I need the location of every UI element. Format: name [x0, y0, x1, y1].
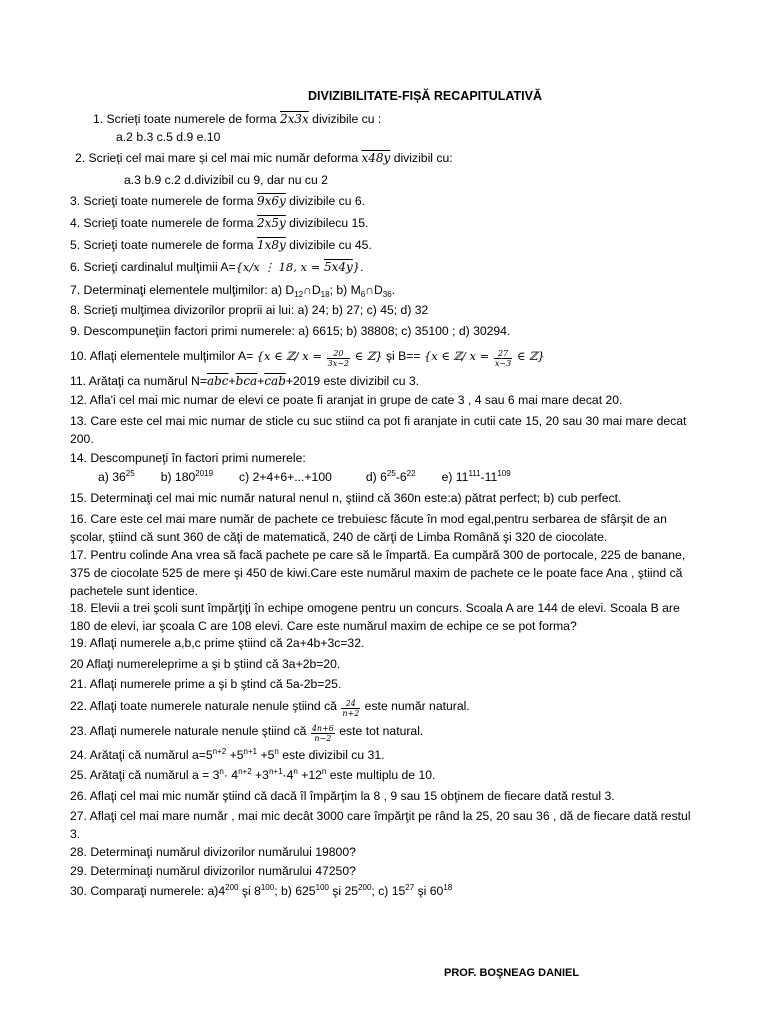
- problem-12: 12. Afla'i cel mai mic numar de elevi ce poate fi aranjat in grupe de cate 3 , 4 sau 6 mai mare decat 20.: [70, 393, 623, 407]
- problem-28: 28. Determinaţi numărul divizorilor numărului 19800?: [70, 845, 356, 859]
- problem-25: 25. Arătaţi că numărul $a = 3^n\cdot 4^{n+2} +3^{n+1}\cdot 4^n +12^n$ este multiplu de 10.: [70, 767, 436, 782]
- problem-30: 30. Comparaţi numerele: $a)4^{200}$ şi $8^{100}$; b) $625^{100}$ şi $25^{200}$; c) $15^{27}$ şi $60^{18}$: [70, 883, 453, 898]
- problem-7: 7. Determinaţi elementele mulţimilor: a) $D_{12}\cap D_{18}$; b) $M_6\cap D_{36}$.: [70, 283, 396, 299]
- problem-17: 17. Pentru colinde Ana vrea să facă pachete pe care să le împartă. Ea cumpără 300 de portocale, 225 de banane, 375 de ciocolate 525 de mere şi 450 de kiwi.Care este numărul maxim de pachete ce le poate face Ana , ştiind că pachetele sunt identice.: [70, 548, 686, 598]
- problem-18: 18. Elevii a trei şcoli sunt împărţiţi în echipe omogene pentru un concurs. Scoala A are 144 de elevi. Scoala B are 180 de elevi, iar şcoala C are 108 elevi. Care este numărul maxim de echipe ce se pot forma?: [70, 601, 680, 633]
- fraction: $\frac{20}{3x-2}$: [327, 349, 350, 368]
- problem-3: 3. Scrieţi toate numerele de forma 9x6y divizibile cu 6.: [70, 194, 366, 208]
- problem-5: 5. Scrieţi toate numerele de forma 1x8y divizibile cu 45.: [70, 238, 372, 252]
- problem-8: 8. Scrieţi mulţimea divizorilor proprii ai lui: a) 24; b) 27; c) 45; d) 32: [70, 303, 429, 317]
- problem-1-options: a.2 b.3 c.5 d.9 e.10: [116, 130, 221, 144]
- problem-10: 10. Aflaţi elementele mulţimilor A= {x ∈ ℤ/ x = $\frac{20}{3x-2}$ ∈ ℤ} şi B== {x ∈ ℤ/ x = $\frac{27}{x-3}$ ∈ ℤ}: [70, 349, 545, 368]
- problem-19: 19. Aflaţi numerele a,b,c prime ştiind că 2a+4b+3c=32.: [70, 636, 365, 650]
- fraction: $\frac{24}{n+2}$: [342, 699, 360, 718]
- problem-6: 6. Scrieţi cardinalul mulţimii A={x/x ⋮ 18, x = 5x4y}.: [70, 260, 364, 274]
- problem-11: 11. Arătaţi ca numărul $N=\overline{abc}+\overline{bca}+\overline{cab}+2019$ este divizibil cu 3.: [70, 374, 420, 388]
- problem-13: 13. Care este cel mai mic numar de sticle cu suc stiind ca pot fi aranjate in cutii cate 15, 20 sau 30 mai mare decat 200.: [70, 414, 687, 446]
- page-title: DIVIZIBILITATE-FIȘĂ RECAPITULATIVĂ: [307, 89, 542, 103]
- problem-15: 15. Determinaţi cel mai mic număr natural nenul n, ştiind că 360n este:a) pătrat perfect; b) cub perfect.: [70, 491, 622, 505]
- problem-21: 21. Aflaţi numerele prime a şi b ştind că 5a-2b=25.: [70, 677, 342, 691]
- problem-20: 20 Aflaţi numereleprime a şi b ştiind că 3a+2b=20.: [70, 657, 341, 671]
- problem-29: 29. Determinaţi numărul divizorilor numărului 47250?: [70, 864, 356, 878]
- problem-9: 9. Descompuneţiin factori primi numerele: a) 6615; b) 38808; c) 35100 ; d) 30294.: [70, 324, 511, 338]
- problem-22: 22. Aflaţi toate numerele naturale nenule ştiind că $\frac{24}{n+2}$ este număr natural.: [70, 699, 470, 718]
- fraction: $\frac{27}{x-3}$: [494, 349, 512, 368]
- problem-14: 14. Descompuneţi în factori primi numerele:: [70, 451, 306, 465]
- problem-27: 27. Aflaţi cel mai mare număr , mai mic decât 3000 care împărţit pe rând la 25, 20 sau 36 , dă de fiecare dată restul 3.: [70, 809, 691, 841]
- problem-4: 4. Scrieţi toate numerele de forma 2x5y divizibilecu 15.: [70, 216, 369, 230]
- problem-2-options: a.3 b.9 c.2 d.divizibil cu 9, dar nu cu 2: [124, 173, 328, 187]
- problem-16: 16. Care este cel mai mare număr de pachete ce trebuiesc făcute în mod egal,pentru serbarea de sfârşit de an şcolar, ştiind că sunt 360 de căţi de matematică, 240 de cărţi de Limba Română şi 320 de ciocolate.: [70, 512, 667, 544]
- problem-14-options: a) $36^{25}$ b) $180^{2019}$ c) 2+4+6+...+100 d) $6^{25}-6^{22}$ e) $11^{111}-11^{109}$: [98, 469, 511, 484]
- problem-23: 23. Aflaţi numerele naturale nenule ştiind că $\frac{4n+6}{n-2}$ este tot natural.: [70, 724, 424, 743]
- fraction: $\frac{4n+6}{n-2}$: [311, 724, 334, 743]
- problem-26: 26. Aflaţi cel mai mic număr ştiind că dacă îl împărţim la 8 , 9 sau 15 obţinem de fiecare dată restul 3.: [70, 789, 615, 803]
- author-signature: PROF. BOŞNEAG DANIEL: [444, 967, 580, 979]
- problem-24: 24. Arătaţi că numărul $a=5^{n+2} +5^{n+1} +5^n$ este divizibil cu 31.: [70, 747, 385, 762]
- problem-2: 2. Scrieți cel mai mare și cel mai mic număr deforma x48y divizibil cu:: [75, 151, 453, 165]
- problem-1: 1. Scrieți toate numerele de forma 2x3x divizibile cu :: [93, 112, 382, 126]
